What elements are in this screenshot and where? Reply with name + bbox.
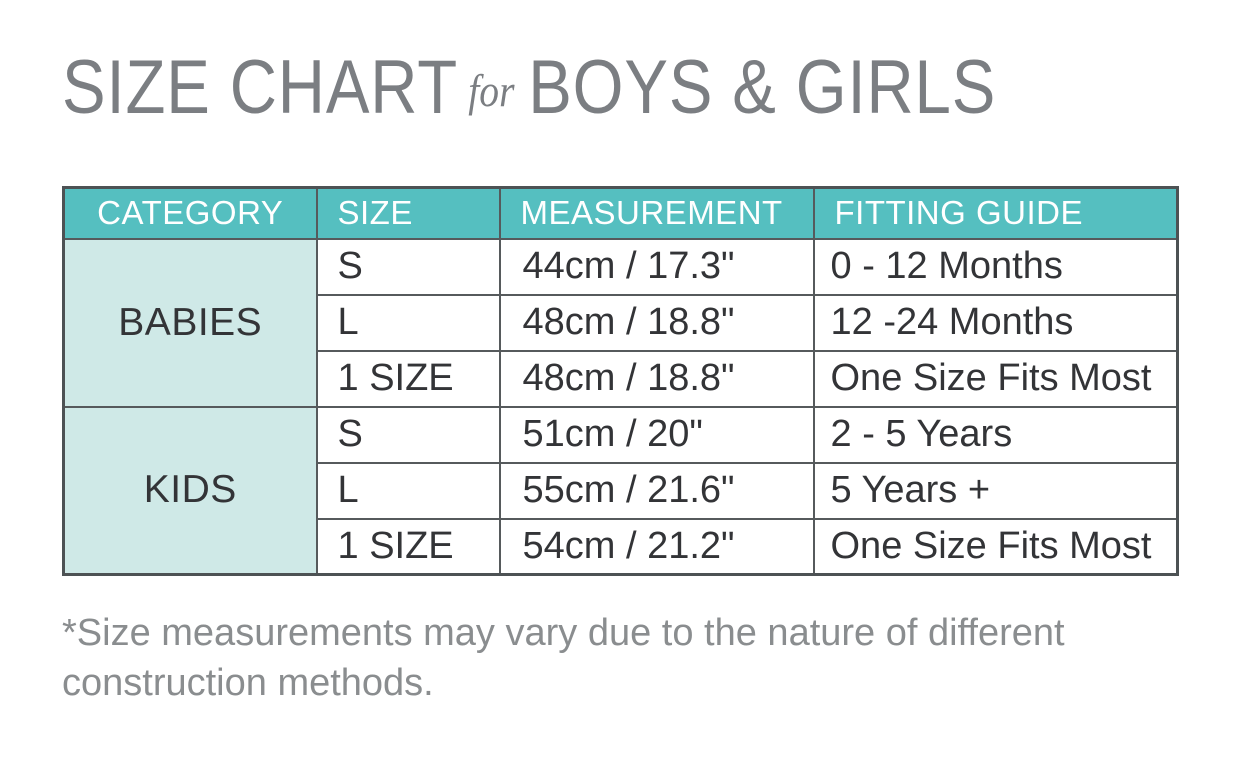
measurement-cell: 51cm / 20" bbox=[500, 407, 814, 463]
measurement-cell: 44cm / 17.3" bbox=[500, 239, 814, 295]
fitting-cell: One Size Fits Most bbox=[814, 351, 1178, 407]
header-size: SIZE bbox=[317, 188, 500, 239]
fitting-cell: 0 - 12 Months bbox=[814, 239, 1178, 295]
fitting-cell: 12 -24 Months bbox=[814, 295, 1178, 351]
table-row-kids-s bbox=[64, 407, 1178, 463]
size-chart-table bbox=[62, 186, 1179, 576]
size-cell: S bbox=[317, 407, 500, 463]
fitting-cell: 5 Years + bbox=[814, 463, 1178, 519]
title-connector: for bbox=[468, 65, 515, 116]
table-row-babies-s bbox=[64, 239, 1178, 295]
title-main: SIZE CHART bbox=[62, 45, 458, 130]
size-cell: 1 SIZE bbox=[317, 519, 500, 575]
measurement-cell: 55cm / 21.6" bbox=[500, 463, 814, 519]
page-title bbox=[62, 45, 997, 130]
category-cell-babies: BABIES bbox=[64, 239, 317, 407]
title-secondary: BOYS & GIRLS bbox=[528, 45, 997, 130]
size-cell: L bbox=[317, 295, 500, 351]
fitting-cell: One Size Fits Most bbox=[814, 519, 1178, 575]
header-measurement: MEASUREMENT bbox=[500, 188, 814, 239]
size-cell: S bbox=[317, 239, 500, 295]
header-row bbox=[64, 188, 1178, 239]
footnote: *Size measurements may vary due to the nature of different construction methods. bbox=[62, 612, 1065, 704]
header-fitting-guide: FITTING GUIDE bbox=[814, 188, 1178, 239]
fitting-cell: 2 - 5 Years bbox=[814, 407, 1178, 463]
size-cell: L bbox=[317, 463, 500, 519]
size-cell: 1 SIZE bbox=[317, 351, 500, 407]
measurement-cell: 54cm / 21.2" bbox=[500, 519, 814, 575]
header-category: CATEGORY bbox=[64, 188, 317, 239]
measurement-cell: 48cm / 18.8" bbox=[500, 295, 814, 351]
category-cell-kids: KIDS bbox=[64, 407, 317, 575]
measurement-cell: 48cm / 18.8" bbox=[500, 351, 814, 407]
